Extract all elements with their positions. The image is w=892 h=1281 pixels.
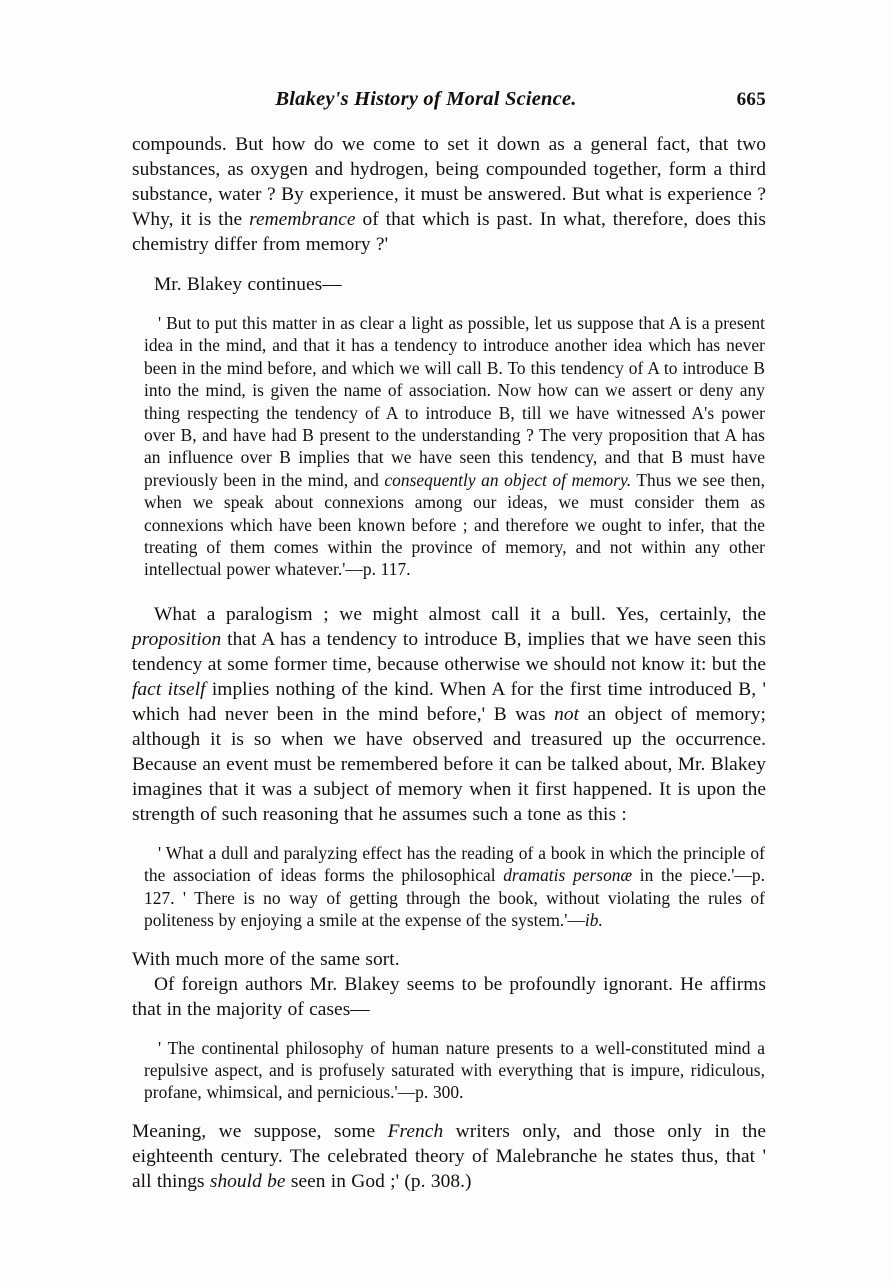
emphasis-object-of-memory: consequently an object of memory. [384,469,632,490]
emphasis-dramatis-personae: dramatis personæ [503,865,633,886]
paragraph-paralogism [132,602,766,827]
text-run: that A has a tendency to introduce B, implies that we have seen this tendency at some former time, because otherwise we should not know it: but the [132,628,766,675]
paragraph-meaning-french [132,1119,766,1194]
paragraph-blakey-continues: Mr. Blakey continues— [154,274,342,295]
text-run: ' But to put this matter in as clear a light as possible, let us suppose that A is a present idea in the mind, and that it has a tendency to introduce another idea which has never been in the mind before, and which we will call B. To this tendency of A to introduce B into the mind, is given the name of association. Now how can we assert or deny any thing respecting the tendency of A to introduce B, till we have witnessed A's power over B, and have had B present to the understanding ? The very proposition that A has an influence over B implies that we have seen this tendency, and that B must have previously been in the mind, and [144,313,765,490]
blockquote-dull-paralyzing [144,842,765,932]
blockquote-continental-philosophy: ' The continental philosophy of human nature presents to a well-constituted mind a repulsive aspect, and is profusely saturated with everything that is impure, ridiculous, profane, whimsical, and pernicious.'—p. 300. [144,1037,765,1103]
running-head [132,88,766,122]
paragraph-compounds [132,132,766,257]
emphasis-french: French [387,1120,444,1142]
text-run: compounds. But how do we come to set it down as a general fact, that two substances, as oxygen and hydrogen, being compounded together, form a third substance, water ? By experience, it must be answered. But what is experience ? Why, it is the [132,134,766,230]
text-run: of that which is past. In what, therefore, does this chemistry differ from memory ?' [132,209,766,255]
paragraph-foreign-authors: Of foreign authors Mr. Blakey seems to be profoundly ignorant. He affirms that in the majority of cases— [132,973,766,1020]
text-run: implies nothing of the kind. When A for the first time introduced B, ' which had never been in the mind before,' B was [132,678,767,725]
text-run: writers only, and those only in the eighteenth century. The celebrated theory of Malebranche he states thus, that ' all things [132,1120,766,1192]
blockquote-but-to-put [144,312,765,581]
text-run: seen in God ;' (p. 308.) [285,1170,472,1192]
emphasis-remembrance: remembrance [249,209,356,230]
text-run: an object of memory; although it is so when we have observed and treasured up the occurrence. Because an event must be remembered before it can be talked about, Mr. Blakey imagines that it was a subject of memory when it first happened. It is upon the strength of such reasoning that he assumes such a tone as this : [132,703,766,825]
page-content [132,88,766,1194]
text-run: Thus we see then, when we speak about connexions among our ideas, we must consider them as connexions which have been known before ; and therefore we ought to infer, that the treating of them comes within the province of memory, and not within any other intellectual power whatever.'—p. 117. [144,469,765,580]
page-number: 665 [736,89,766,110]
text-run: in the piece.'—p. 127. ' There is no way of getting through the book, without violating the rules of politeness by enjoying a smile at the expense of the system.'— [144,865,765,931]
emphasis-ibid: ib. [584,910,603,931]
emphasis-not: not [554,703,580,725]
text-run: Meaning, we suppose, some [132,1120,388,1142]
emphasis-fact-itself: fact itself [132,678,206,700]
text-run: ' What a dull and paralyzing effect has the reading of a book in which the principle of the association of ideas forms the philosophical [144,842,765,886]
emphasis-should-be: should be [209,1170,286,1192]
text-run: What a paralogism ; we might almost call it a bull. Yes, certainly, the [154,603,766,625]
emphasis-proposition: proposition [132,628,222,650]
running-head-title: Blakey's History of Moral Science. [275,88,577,110]
paragraph-with-much-more: With much more of the same sort. [132,948,400,970]
